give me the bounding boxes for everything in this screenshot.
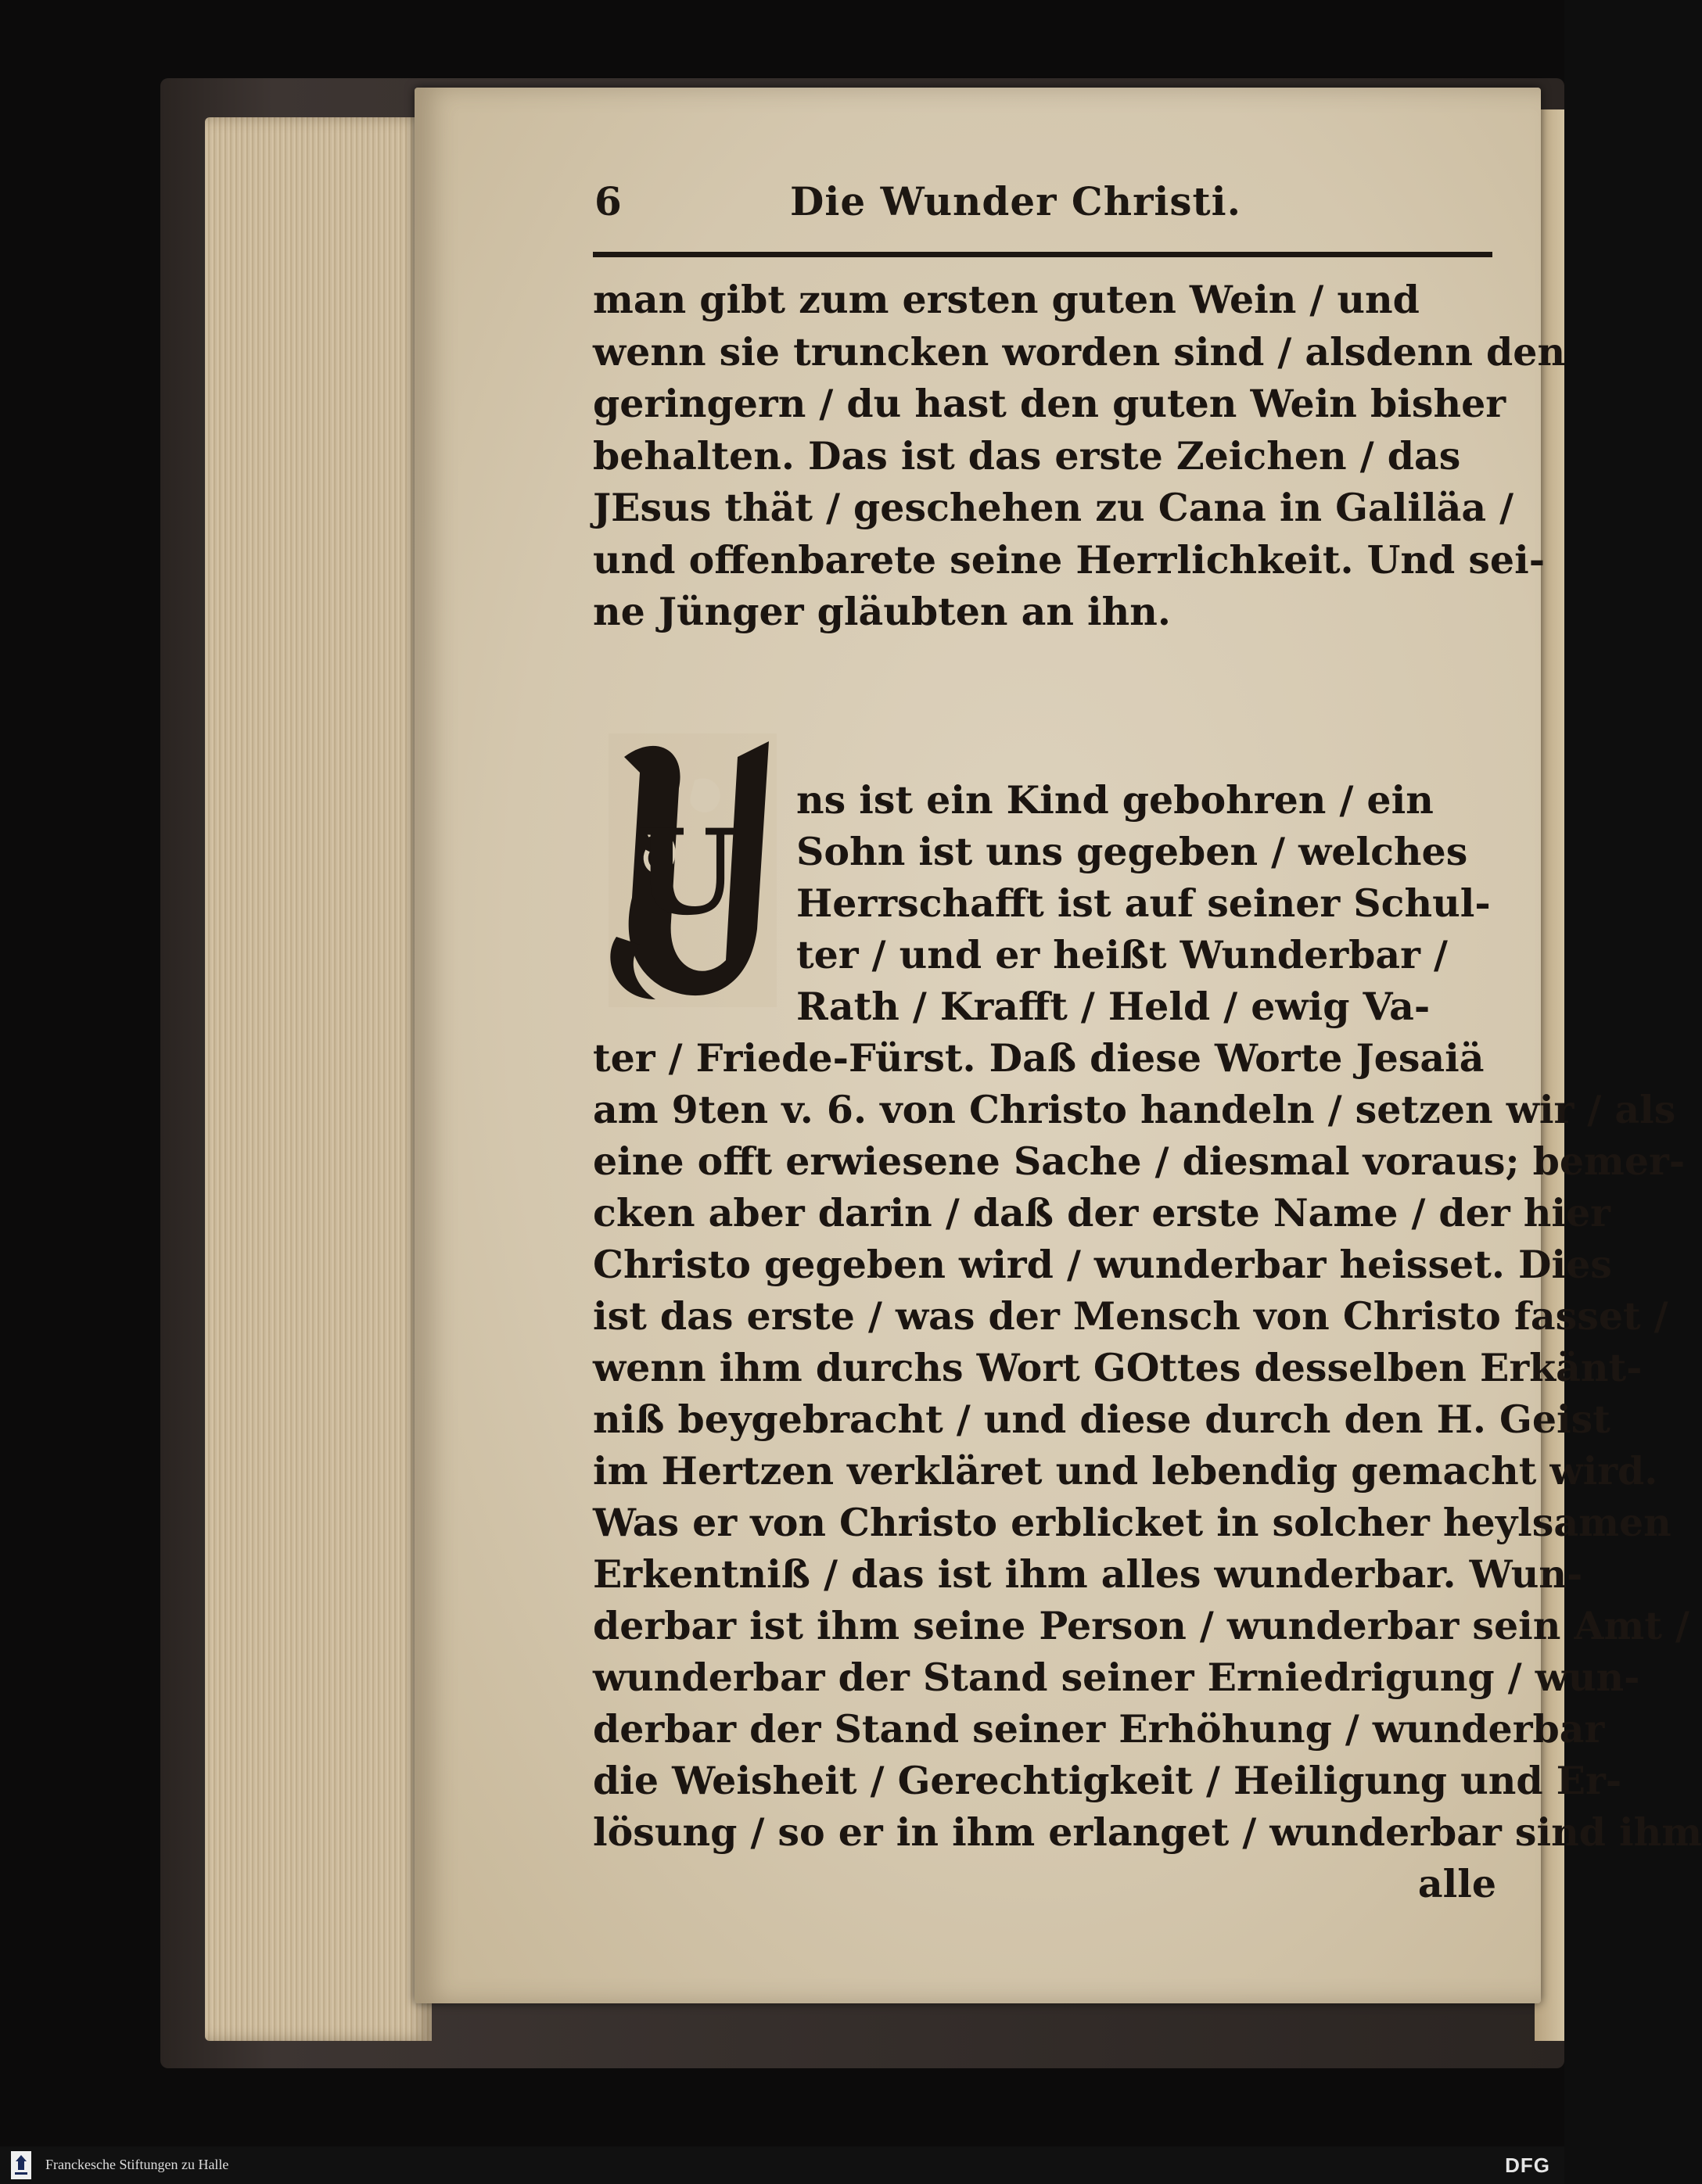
dfg-logo: DFG [1505,2154,1550,2177]
text-line: Erkentniß / das ist ihm alles wunderbar. Wun- [593,1551,1583,1597]
text-line: im Hertzen verkläret und lebendig gemacht wird. [593,1448,1658,1494]
text-line: niß beygebracht / und diese durch den H. Geist [593,1397,1610,1442]
text-line: wenn sie truncken worden sind / alsdenn den [593,328,1566,375]
page-edges [205,117,432,2041]
text-line: ter / und er heißt Wunderbar / [796,932,1448,977]
catchword: alle [1417,1861,1496,1906]
page-number: 6 [594,178,622,224]
paragraph-2 [593,774,1702,1910]
text-line: Was er von Christo erblicket in solcher heylsamen [593,1500,1671,1545]
text-line: behalten. Das ist das erste Zeichen / das [593,432,1461,479]
header-rule [593,252,1492,257]
paragraph-1 [593,274,1566,638]
text-line: JEsus thät / geschehen zu Cana in Galiläa / [593,485,1514,530]
initial-letter: U [635,804,738,941]
text-line: derbar der Stand seiner Erhöhung / wunderbar [593,1706,1605,1752]
text-line: Christo gegeben wird / wunderbar heisset. Dies [593,1242,1612,1287]
text-line: lösung / so er in ihm erlanget / wunderbar sind ihm [593,1809,1702,1855]
text-line: man gibt zum ersten guten Wein / und [593,277,1420,322]
text-line: und offenbarete seine Herrlichkeit. Und sei- [593,536,1546,583]
text-line: ns ist ein Kind gebohren / ein [796,777,1434,823]
text-line: wenn ihm durchs Wort GOttes desselben Erkänt- [593,1345,1643,1390]
text-line: ter / Friede-Fürst. Daß diese Worte Jesaiä [593,1035,1485,1081]
institution-name: Franckesche Stiftungen zu Halle [45,2157,229,2172]
viewer-footer [0,2146,1564,2184]
text-line: geringern / du hast den guten Wein bisher [593,381,1506,426]
text-line: Rath / Krafft / Held / ewig Va- [796,984,1431,1029]
text-line: derbar ist ihm seine Person / wunderbar sein Amt / [593,1603,1689,1648]
text-line: Herrschafft ist auf seiner Schul- [796,880,1491,926]
text-line: die Weisheit / Gerechtigkeit / Heiligung und Er- [593,1758,1622,1803]
text-line: ne Jünger gläubten an ihn. [593,589,1171,634]
institution-logo-icon [11,2151,31,2179]
text-line: am 9ten v. 6. von Christo handeln / setzen wir / als [593,1087,1676,1132]
text-line: eine offt erwiesene Sache / diesmal voraus; bemer- [593,1139,1686,1184]
text-line: wunderbar der Stand seiner Erniedrigung / wun- [593,1655,1640,1700]
page-header [594,178,1494,233]
text-line: ist das erste / was der Mensch von Christo fasset / [593,1293,1668,1339]
text-line: Sohn ist uns gegeben / welches [796,829,1468,874]
running-title: Die Wunder Christi. [790,178,1242,224]
text-line: cken aber darin / daß der erste Name / der hier [593,1190,1610,1235]
